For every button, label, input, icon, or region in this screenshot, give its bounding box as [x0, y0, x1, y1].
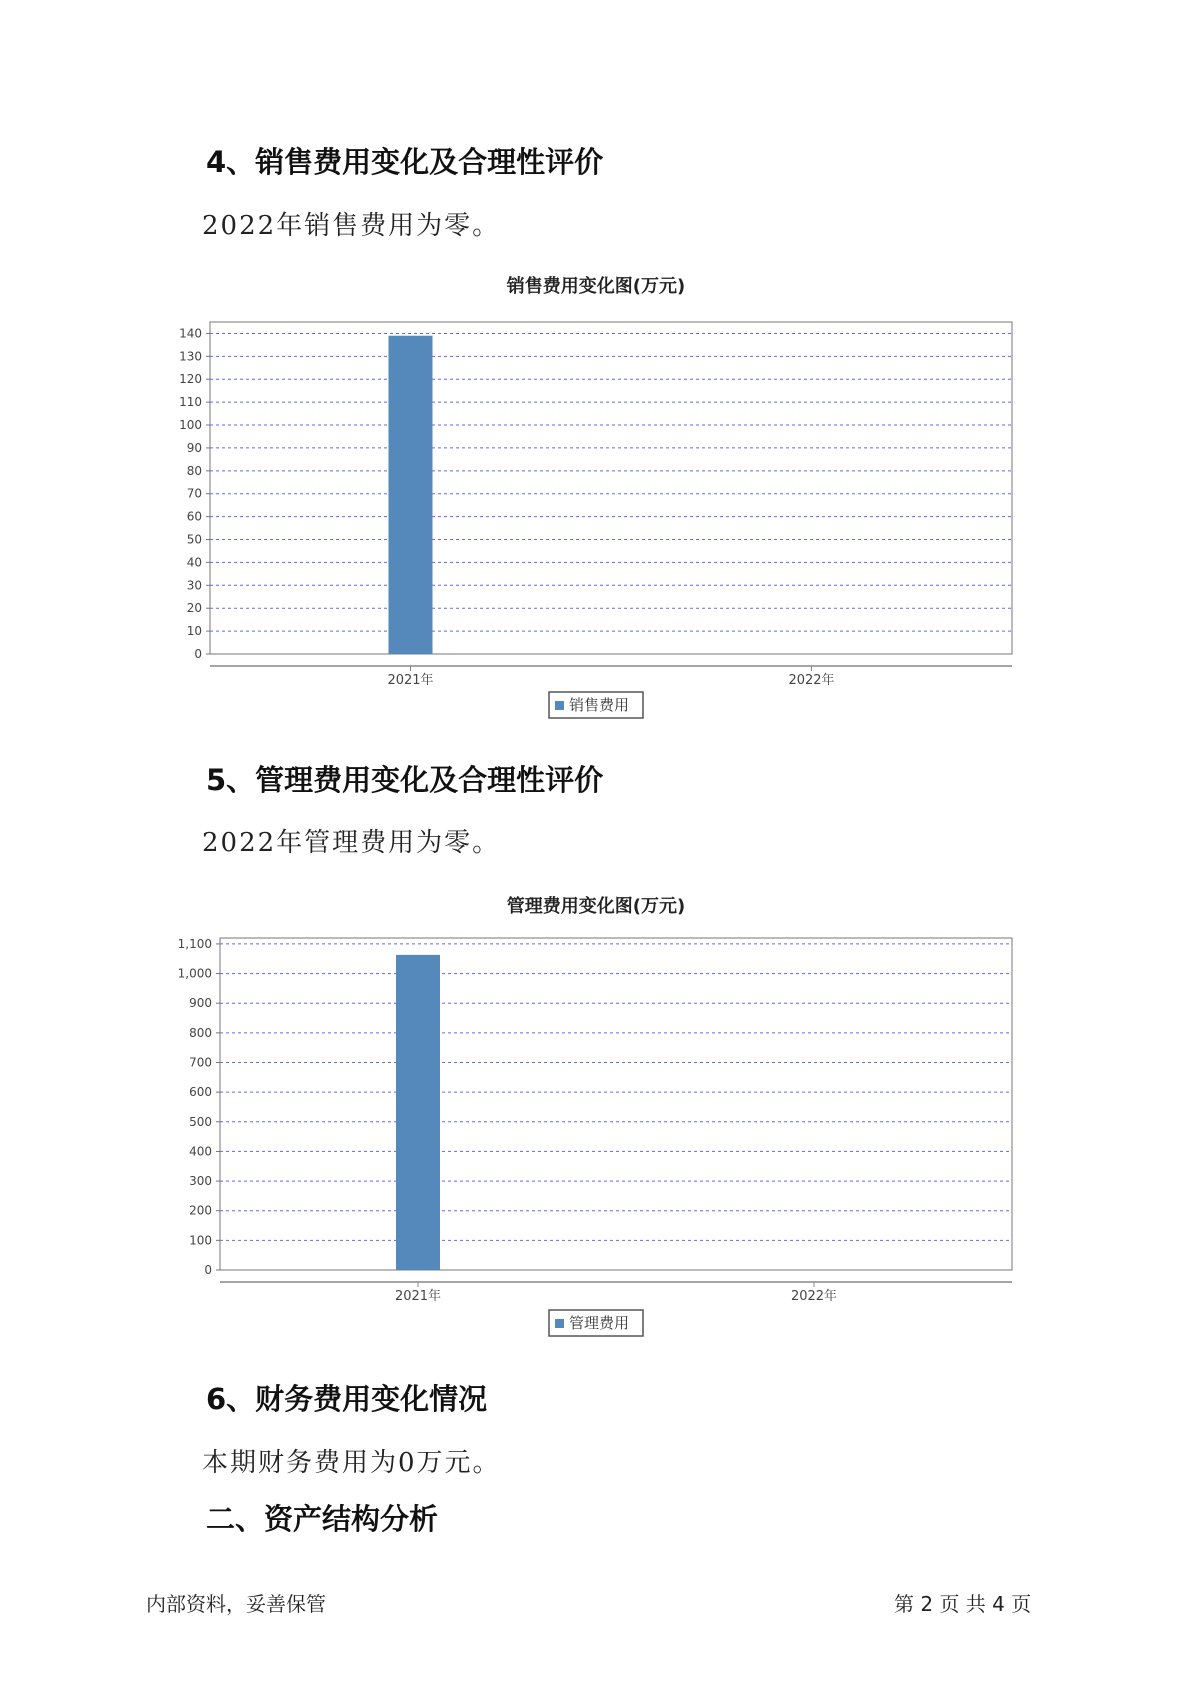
x-tick-label: 2022年	[788, 673, 835, 688]
plot-area	[220, 938, 1012, 1270]
y-tick-label: 20	[186, 601, 202, 616]
y-tick-label: 700	[189, 1055, 212, 1070]
bar-2021年	[396, 955, 440, 1270]
y-tick-label: 300	[189, 1174, 212, 1189]
y-tick-label: 80	[186, 463, 202, 478]
footer-confidential: 内部资料，妥善保管	[146, 1592, 326, 1616]
y-tick-label: 1,100	[177, 936, 212, 951]
footer-page-number: 第 2 页 共 4 页	[894, 1592, 1032, 1616]
section-5-heading: 5、管理费用变化及合理性评价	[206, 763, 604, 797]
y-tick-label: 200	[189, 1203, 212, 1218]
section-5-text: 2022年管理费用为零。	[202, 828, 501, 858]
y-tick-label: 60	[186, 509, 202, 524]
section-asset-structure-heading: 二、资产结构分析	[206, 1502, 439, 1536]
y-tick-label: 30	[186, 578, 202, 593]
y-tick-label: 50	[186, 532, 202, 547]
y-tick-label: 140	[179, 326, 202, 341]
y-tick-label: 40	[186, 555, 202, 570]
y-tick-label: 400	[189, 1144, 212, 1159]
y-tick-label: 900	[189, 996, 212, 1011]
section-4-text: 2022年销售费用为零。	[202, 211, 501, 241]
y-tick-label: 500	[189, 1114, 212, 1129]
chart-title: 管理费用变化图(万元)	[506, 896, 686, 917]
y-tick-label: 100	[189, 1233, 212, 1248]
x-tick-label: 2021年	[394, 1289, 442, 1304]
plot-area	[210, 322, 1012, 654]
y-tick-label: 70	[186, 486, 202, 501]
legend-swatch	[555, 701, 564, 710]
sales-expense-chart	[0, 270, 1191, 730]
y-tick-label: 0	[194, 647, 202, 661]
chart-title: 销售费用变化图(万元)	[506, 276, 686, 297]
section-6-text: 本期财务费用为0万元。	[202, 1448, 501, 1478]
legend-swatch	[555, 1319, 564, 1328]
y-tick-label: 120	[179, 372, 202, 387]
y-tick-label: 1,000	[177, 966, 212, 981]
y-tick-label: 0	[204, 1263, 212, 1277]
legend-label: 管理费用	[569, 1314, 630, 1332]
y-tick-label: 130	[179, 349, 202, 364]
y-tick-label: 100	[179, 418, 202, 433]
legend-label: 销售费用	[569, 696, 630, 714]
admin-expense-chart	[0, 888, 1191, 1348]
y-tick-label: 600	[189, 1085, 212, 1100]
section-4-heading: 4、销售费用变化及合理性评价	[206, 145, 604, 179]
x-tick-label: 2022年	[790, 1289, 838, 1304]
y-tick-label: 10	[186, 624, 202, 639]
y-tick-label: 90	[186, 440, 202, 455]
section-6-heading: 6、财务费用变化情况	[206, 1382, 488, 1416]
y-tick-label: 800	[189, 1025, 212, 1040]
bar-2021年	[389, 336, 433, 654]
x-tick-label: 2021年	[387, 673, 434, 688]
y-tick-label: 110	[179, 395, 202, 410]
